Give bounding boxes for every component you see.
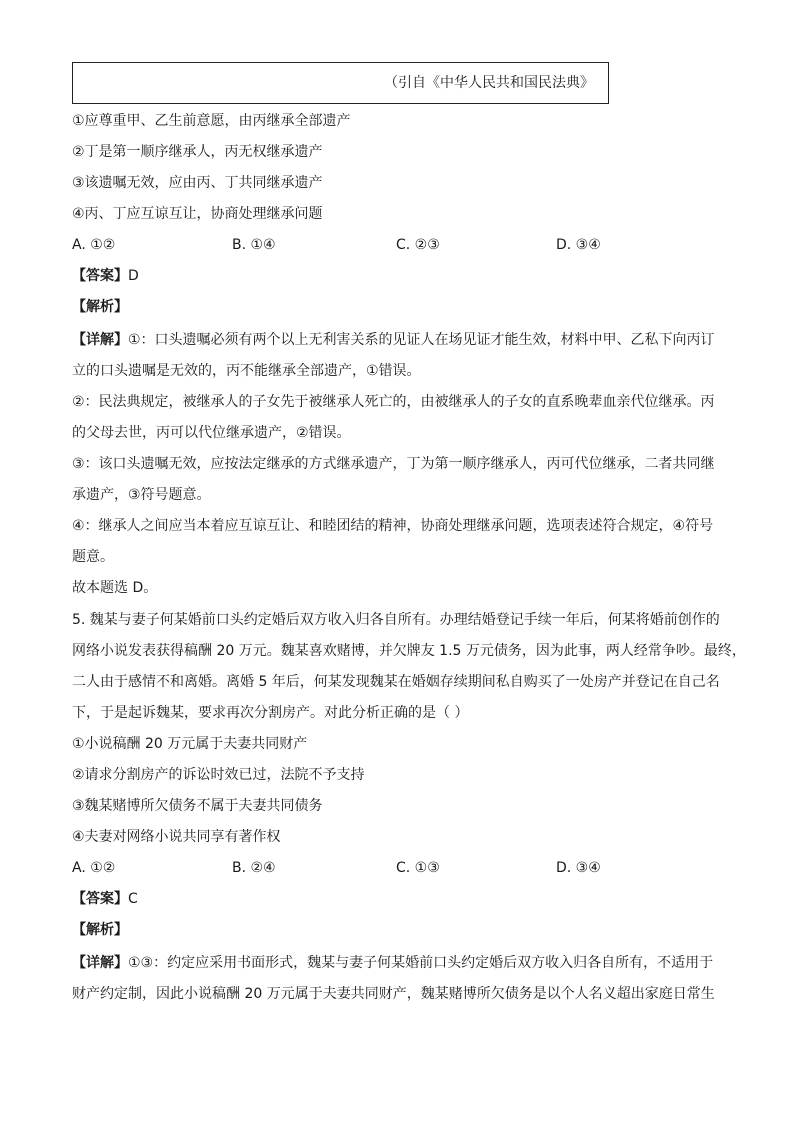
q4-detail-line-2: 立的口头遗嘱是无效的，丙不能继承全部遗产，①错误。 [72,363,421,379]
q5-detail-line-1: 【详解】①③：约定应采用书面形式，魏某与妻子何某婚前口头约定婚后双方收入归各自所有，不适用于 [72,955,714,971]
q5-option-c: C. ①③ [396,860,440,876]
q4-statement-1: ①应尊重甲、乙生前意愿，由丙继承全部遗产 [72,113,351,129]
q5-option-d: D. ③④ [556,860,601,876]
q5-stem-line-2: 网络小说发表获得稿酬 20 万元。魏某喜欢赌博，并欠牌友 1.5 万元债务，因为此事，两人经常争吵。最终， [72,643,746,659]
answer-value: D [128,268,139,284]
q5-option-a: A. ①② [72,860,116,876]
answer-value: C [128,891,138,907]
q4-detail-line-6: 承遗产，③符号题意。 [72,487,211,503]
quote-box [72,62,609,104]
q4-detail-line-7: ④：继承人之间应当本着应互谅互让、和睦团结的精神，协商处理继承问题，选项表述符合规定，④符号 [72,518,714,534]
q5-statement-1: ①小说稿酬 20 万元属于夫妻共同财产 [72,736,308,752]
q5-stem-line-4: 下，于是起诉魏某，要求再次分割房产。对此分析正确的是（ ） [72,705,469,721]
q4-detail-line-3: ②：民法典规定，被继承人的子女先于被继承人死亡的，由被继承人的子女的直系晚辈血亲代位继承。丙 [72,394,715,410]
q5-statement-2: ②请求分割房产的诉讼时效已过，法院不予支持 [72,767,365,783]
q4-statement-4: ④丙、丁应互谅互让，协商处理继承问题 [72,206,323,222]
q5-statement-4: ④夫妻对网络小说共同享有著作权 [72,829,281,845]
q4-detail-line-5: ③：该口头遗嘱无效，应按法定继承的方式继承遗产，丁为第一顺序继承人，丙可代位继承，二者共同继 [72,456,715,472]
answer-label: 【答案】 [72,268,128,284]
q5-statement-3: ③魏某赌博所欠债务不属于夫妻共同债务 [72,798,323,814]
q4-detail-line-4: 的父母去世，丙可以代位继承遗产，②错误。 [72,425,351,441]
q5-detail-line-2: 财产约定制，因此小说稿酬 20 万元属于夫妻共同财产，魏某赌博所欠债务是以个人名义超出家庭日常生 [72,986,715,1002]
q5-stem-line-1: 5. 魏某与妻子何某婚前口头约定婚后双方收入归各自所有。办理结婚登记手续一年后，何某将婚前创作的 [72,612,720,628]
quote-source: （引自《中华人民共和国民法典》 [384,75,594,91]
q5-answer [72,889,138,909]
q4-detail-line-1: 【详解】①：口头遗嘱必须有两个以上无利害关系的见证人在场见证才能生效，材料中甲、乙私下向丙订 [72,332,715,348]
q4-option-c: C. ②③ [396,237,440,253]
q4-option-b: B. ①④ [232,237,276,253]
q4-analysis-label: 【解析】 [72,299,128,315]
q4-detail-line-8: 题意。 [72,549,114,565]
q4-option-a: A. ①② [72,237,116,253]
q4-statement-3: ③该遗嘱无效，应由丙、丁共同继承遗产 [72,175,323,191]
detail-label: 【详解】 [72,332,128,348]
q4-conclusion: 故本题选 D。 [72,580,158,596]
q4-answer [72,266,139,286]
q5-analysis-label: 【解析】 [72,922,128,938]
answer-label: 【答案】 [72,891,128,907]
q4-statement-2: ②丁是第一顺序继承人，丙无权继承遗产 [72,144,323,160]
q5-stem-line-3: 二人由于感情不和离婚。离婚 5 年后，何某发现魏某在婚姻存续期间私自购买了一处房产并登记在自己名 [72,674,720,690]
detail-label: 【详解】 [72,955,128,971]
q4-option-d: D. ③④ [556,237,601,253]
q5-option-b: B. ②④ [232,860,276,876]
